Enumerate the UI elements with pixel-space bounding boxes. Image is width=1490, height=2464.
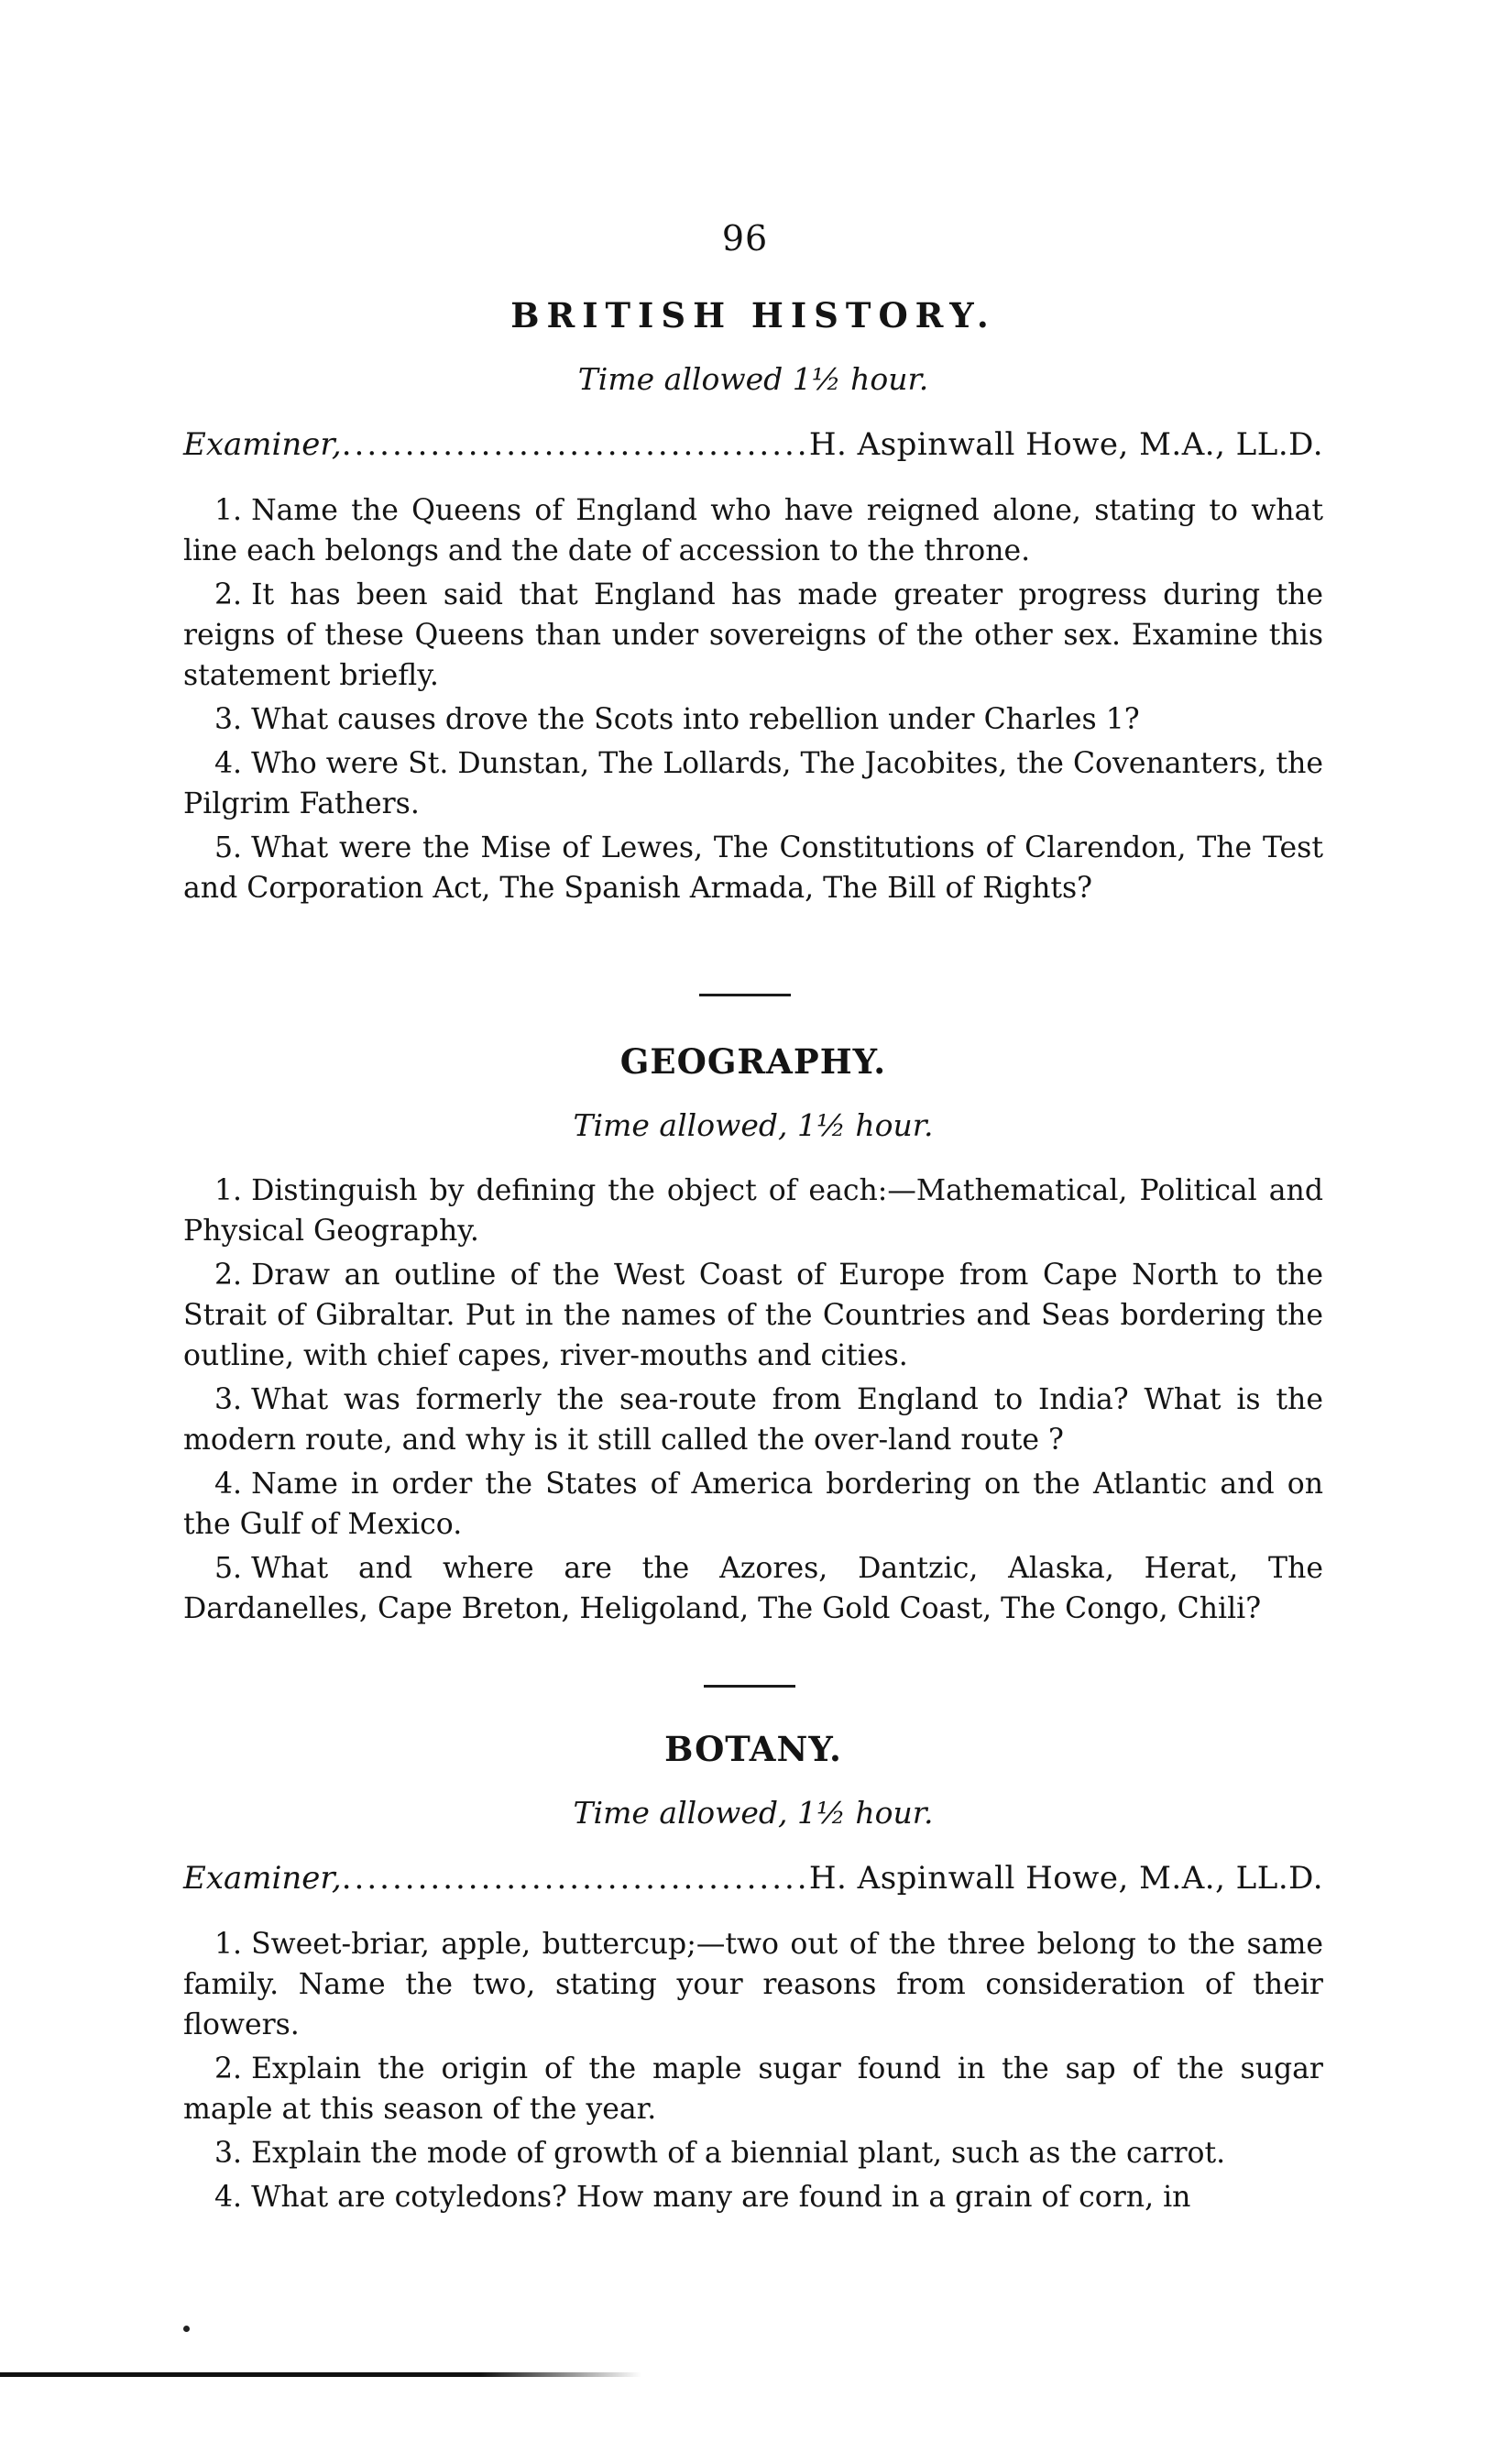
examiner-label: Examiner, [183,1860,342,1897]
section-heading: GEOGRAPHY. [619,1041,887,1082]
question: 5. What were the Mise of Lewes, The Constitutions of Clarendon, The Test and Corporation Act, The Spanish Armada, The Bill of Rights? [183,831,1323,905]
british-history-section [183,295,1323,912]
time-allowed: Time allowed, 1½ hour. [573,1107,934,1143]
question: 1. Distinguish by defining the object of each:—Mathematical, Political and Physical Geography. [183,1174,1323,1248]
leader-dots [342,1860,809,1897]
section-divider [704,1685,795,1688]
examiner-name: H. Aspinwall Howe, M.A., LL.D. [808,426,1323,463]
question: 3. What was formerly the sea-route from England to India? What is the modern route, and why is it still called the over-land route ? [183,1383,1323,1457]
question: 4. Who were St. Dunstan, The Lollards, The Jacobites, the Covenanters, the Pilgrim Fathers. [183,747,1323,820]
question: 1. Name the Queens of England who have reigned alone, stating to what line each belongs and the date of accession to the throne. [183,494,1323,567]
question: 2. Explain the origin of the maple sugar found in the sap of the sugar maple at this season of the year. [183,2052,1323,2126]
section-divider [699,994,791,996]
examiner-line [183,426,1323,463]
question: 3. Explain the mode of growth of a biennial plant, such as the carrot. [214,2137,1226,2170]
leader-dots [342,426,809,463]
question-list [183,490,1323,908]
question: 2. It has been said that England has made greater progress during the reigns of these Queens than under sovereigns of the other sex. Examine this statement briefly. [183,578,1323,692]
time-allowed: Time allowed 1½ hour. [577,361,929,397]
question: 1. Sweet-briar, apple, buttercup;—two out of the three belong to the same family. Name the two, stating your reasons from consideration of their flowers. [183,1928,1323,2041]
section-heading: BOTANY. [664,1729,842,1769]
section-heading: BRITISH HISTORY. [510,295,996,336]
page-number: 96 [721,218,769,258]
question-list [183,1171,1323,1629]
question: 5. What and where are the Azores, Dantzic, Alaska, Herat, The Dardanelles, Cape Breton, Heligoland, The Gold Coast, The Congo, Chili? [183,1552,1323,1625]
question-list [183,1924,1323,2217]
time-allowed: Time allowed, 1½ hour. [573,1795,934,1831]
botany-section [183,1729,1323,2221]
question: 3. What causes drove the Scots into rebellion under Charles 1? [214,703,1140,736]
examiner-name: H. Aspinwall Howe, M.A., LL.D. [808,1860,1323,1897]
question: 4. What are cotyledons? How many are found in a grain of corn, in [214,2181,1191,2214]
page-edge-line [0,2372,641,2377]
geography-section [183,1041,1323,1633]
question: 2. Draw an outline of the West Coast of Europe from Cape North to the Strait of Gibraltar. Put in the names of the Countries and Seas bordering the outline, with chief capes, river-mouths and cities. [183,1259,1323,1372]
question: 4. Name in order the States of America bordering on the Atlantic and on the Gulf of Mexico. [183,1468,1323,1541]
examiner-label: Examiner, [183,426,342,463]
ink-speck [183,2326,190,2332]
examiner-line [183,1860,1323,1897]
